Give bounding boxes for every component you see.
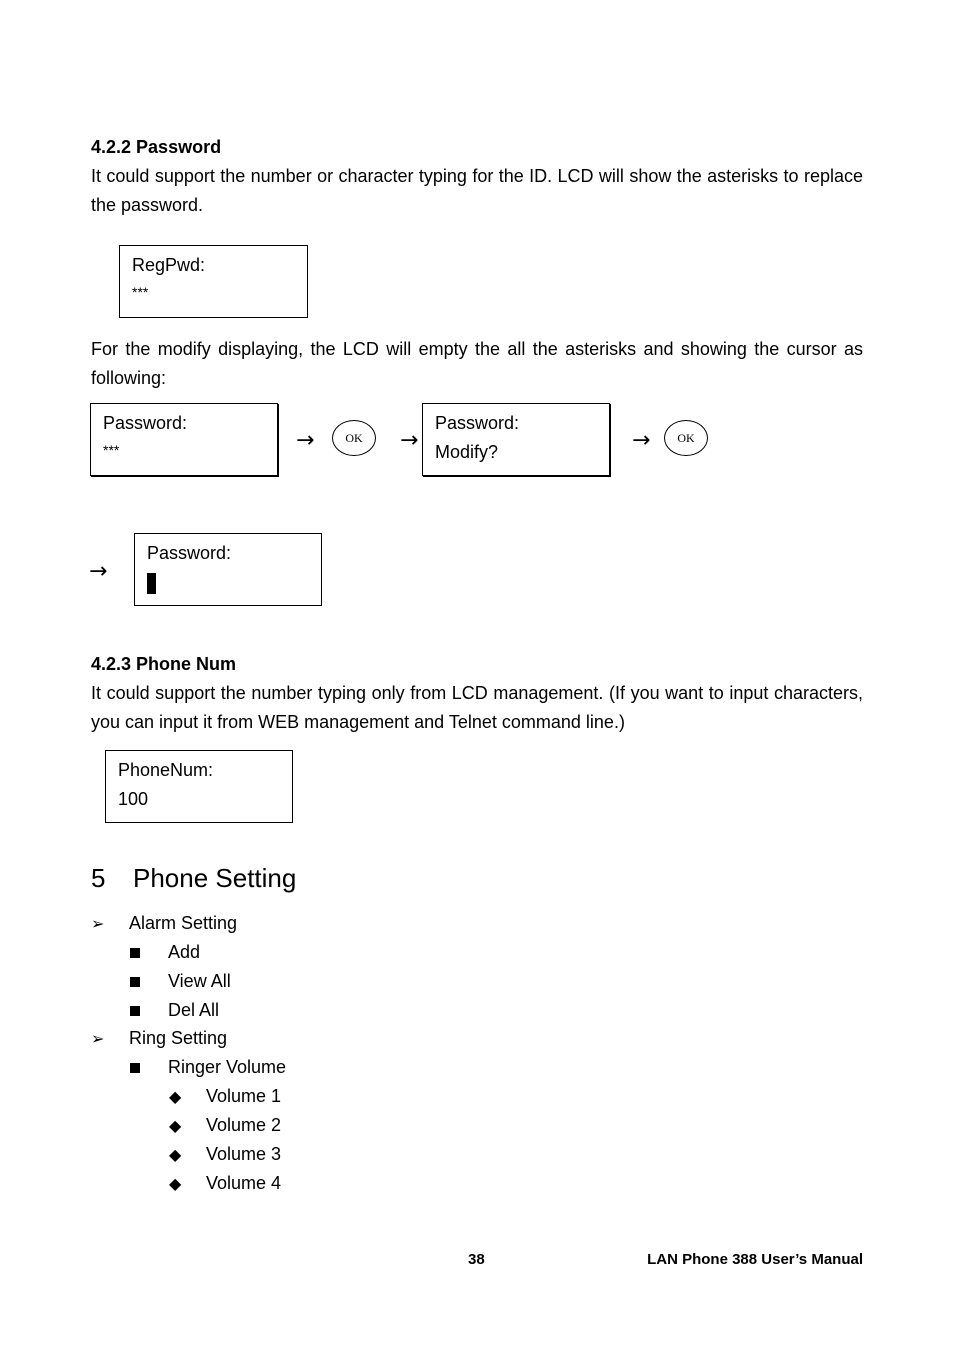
list-item-ring-setting: Ring Setting	[129, 1028, 228, 1048]
square-bullet-icon	[130, 1063, 140, 1073]
section-heading-phone-num: 4.2.3 Phone Num	[91, 654, 237, 674]
diamond-bullet-icon: ◆	[169, 1145, 182, 1164]
ok-key-icon: OK	[332, 420, 376, 456]
chapter-title: Phone Setting	[133, 863, 297, 893]
list-item-volume-3: Volume 3	[206, 1144, 282, 1164]
section-heading-password: 4.2.2 Password	[91, 137, 222, 157]
lcd-regpwd	[119, 245, 308, 318]
lcd-asterisks: ***	[103, 442, 120, 458]
password-description: It could support the number or character typing for the ID. LCD will show the asterisks to replace the password.	[91, 166, 863, 215]
list-item-alarm-setting: Alarm Setting	[129, 913, 238, 933]
list-item-view-all: View All	[168, 971, 231, 991]
modify-description: For the modify displaying, the LCD will empty the all the asterisks and showing the cursor as following:	[91, 339, 863, 388]
ok-key-icon: OK	[664, 420, 708, 456]
lcd-password-cursor	[134, 533, 322, 606]
list-item-volume-4: Volume 4	[206, 1173, 282, 1193]
lcd-line: Password:	[435, 413, 520, 433]
right-arrow-icon: →	[400, 428, 419, 453]
list-item-ringer-volume: Ringer Volume	[168, 1057, 287, 1077]
list-item-del-all: Del All	[168, 1000, 220, 1020]
diamond-bullet-icon: ◆	[169, 1087, 182, 1106]
square-bullet-icon	[130, 977, 140, 987]
lcd-line: Password:	[147, 543, 232, 563]
right-arrow-icon: →	[89, 559, 108, 584]
lcd-line: RegPwd:	[132, 255, 206, 275]
document-title: LAN Phone 388 User’s Manual	[647, 1251, 863, 1268]
list-item-volume-1: Volume 1	[206, 1086, 282, 1106]
lcd-line: 100	[118, 789, 149, 809]
list-item-volume-2: Volume 2	[206, 1115, 282, 1135]
arrowhead-bullet-icon: ➢	[91, 914, 105, 933]
lcd-password	[90, 403, 278, 476]
lcd-line: PhoneNum:	[118, 760, 214, 780]
list-item-add: Add	[168, 942, 201, 962]
chapter-number: 5	[91, 863, 106, 893]
square-bullet-icon	[130, 1006, 140, 1016]
cursor-block	[147, 573, 156, 594]
chapter-heading	[91, 863, 296, 894]
diamond-bullet-icon: ◆	[169, 1174, 182, 1193]
square-bullet-icon	[130, 948, 140, 958]
lcd-asterisks: ***	[132, 284, 149, 300]
arrowhead-bullet-icon: ➢	[91, 1029, 105, 1048]
phone-num-description: It could support the number typing only from LCD management. (If you want to input characters, you can input it from WEB management and Telnet command line.)	[91, 683, 863, 732]
lcd-line: Modify?	[435, 442, 499, 462]
page-number: 38	[468, 1251, 485, 1268]
lcd-phonenum	[105, 750, 293, 823]
lcd-line: Password:	[103, 413, 188, 433]
lcd-password-modify	[422, 403, 610, 476]
right-arrow-icon: →	[632, 428, 651, 453]
right-arrow-icon: →	[296, 428, 315, 453]
diamond-bullet-icon: ◆	[169, 1116, 182, 1135]
